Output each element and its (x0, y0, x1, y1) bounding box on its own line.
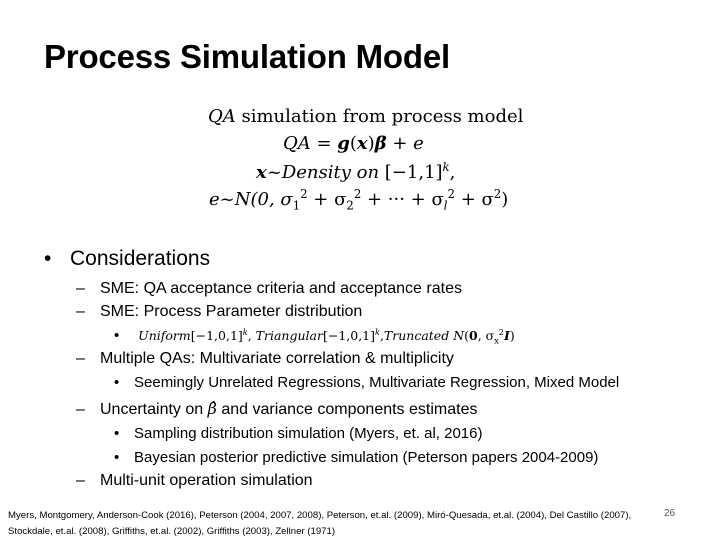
sub-list-item-text: Bayesian posterior predictive simulation (Peterson papers 2004-2009) (134, 449, 599, 466)
references-footer: Myers, Montgomery, Anderson-Cook (2016), Peterson (2004, 2007, 2008), Peterson, et.al. (2009), Miró-Quesada, et.al. (2004), Del Castillo (2007), Stockdale, et.al. (2008), Griffiths, et.al. (2002), Griffiths (2003), Zellner (1971) (8, 510, 632, 537)
g-symbol: g (337, 133, 350, 154)
qa-symbol: QA (208, 106, 236, 127)
noise-sum: + ··· + σ (361, 189, 444, 210)
dash-icon: – (76, 350, 85, 367)
dash-icon: – (76, 280, 85, 297)
list-item (76, 280, 462, 298)
list-item-text: Uncertainty on (100, 401, 204, 418)
sub-list-item (114, 425, 483, 442)
equation-line-1 (208, 106, 523, 127)
equation-line-2: QA = g(x)β + e (283, 133, 424, 154)
considerations-bullet (44, 247, 210, 271)
page-number: 26 (664, 508, 676, 519)
qa-symbol: QA (283, 133, 311, 154)
beta-hat-symbol: β̂ (207, 399, 217, 418)
tilde: ~ (266, 162, 282, 183)
list-item-text: Multiple QAs: Multivariate correlation & multiplicity (100, 350, 454, 367)
bullet-icon: • (114, 449, 120, 466)
bullet-icon: • (44, 247, 52, 270)
bullet-icon: • (114, 327, 120, 345)
equation-line-3 (256, 160, 455, 183)
density-text: Density on (281, 162, 380, 183)
e-symbol: e (413, 133, 424, 154)
equation-text: simulation from process model (235, 106, 524, 127)
list-item-text: SME: Process Parameter distribution (100, 303, 363, 320)
list-item-text: Multi-unit operation simulation (100, 472, 313, 489)
dash-icon: – (76, 401, 85, 418)
sub-list-item (114, 374, 619, 391)
slide-title: Process Simulation Model (44, 38, 450, 75)
considerations-label: Considerations (70, 247, 211, 270)
list-item-text: and variance components estimates (221, 401, 478, 418)
bullet-icon: • (114, 374, 120, 391)
interval: [−1,1] (379, 162, 443, 183)
distribution-formula: $Uniform[-1,0,1]^k$, $Triangular[-1,0,1]^k,Truncated$ N(0, $\sigma_x^2I$) (138, 327, 515, 346)
dash-icon: – (76, 472, 85, 489)
equals-sign: = (310, 133, 338, 154)
list-item (76, 303, 362, 321)
k-exponent: k (442, 160, 450, 174)
dash-icon: – (76, 303, 85, 320)
plus-sign: + (386, 133, 414, 154)
beta-symbol: β (374, 133, 387, 154)
list-item (76, 399, 477, 419)
sub-list-item-text: Seemingly Unrelated Regressions, Multivariate Regression, Mixed Model (134, 374, 620, 391)
bullet-icon: • (114, 425, 120, 442)
comma: , (449, 162, 456, 183)
noise-distribution: e~N(0, σ (209, 189, 293, 210)
distribution-sub-item (114, 327, 515, 346)
list-item (76, 472, 313, 490)
x-symbol: x (256, 162, 267, 183)
sub-list-item-text: Sampling distribution simulation (Myers, et. al, 2016) (134, 425, 483, 442)
equation-line-4: e~N(0, $\sigma_1^2 + \sigma_2^2$ + ··· + $\sigma_l^2 + \sigma^2$) (209, 187, 509, 213)
x-symbol: x (356, 133, 368, 154)
list-item-text: SME: QA acceptance criteria and acceptance rates (100, 280, 462, 297)
list-item (76, 350, 454, 368)
sub-list-item (114, 449, 598, 466)
